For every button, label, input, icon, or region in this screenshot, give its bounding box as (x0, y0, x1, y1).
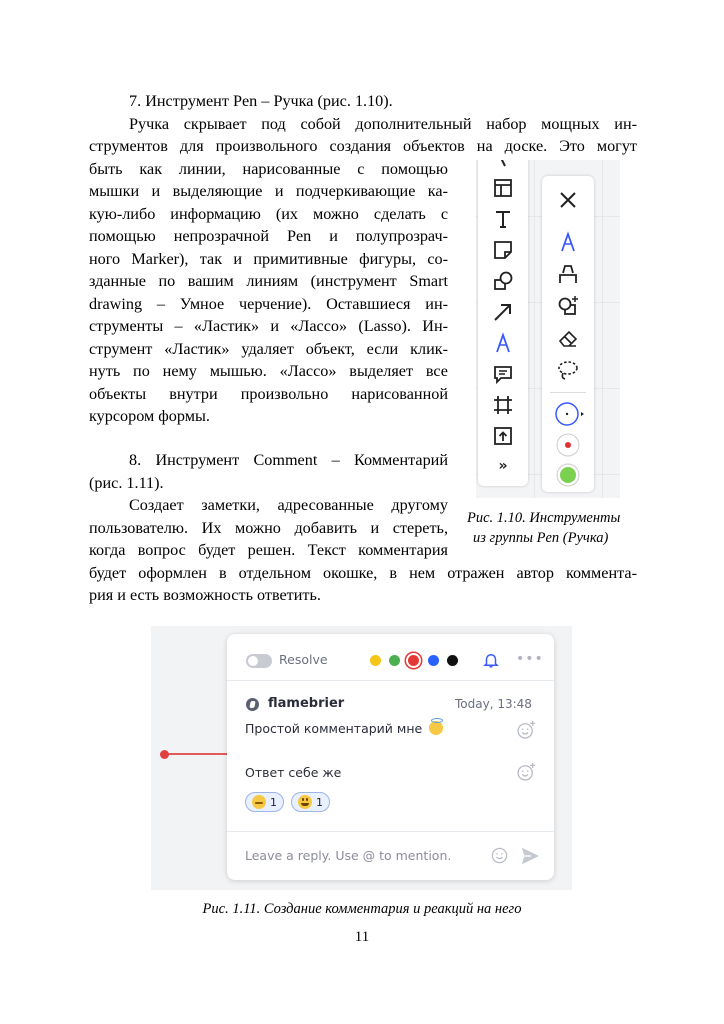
crop-icon[interactable] (478, 391, 528, 419)
paragraph-line: когда вопрос будет решен. Текст комментария (89, 541, 448, 559)
stroke-width-icon[interactable] (542, 400, 594, 428)
paragraph-line: помощью непрозрачной Pen и полупрозрач- (89, 227, 448, 245)
paragraph-line: рия и есть возможность ответить. (89, 586, 321, 604)
paragraph-line: объекты внутри произвольно нарисованной (89, 384, 448, 403)
paragraph-line: зданные по вашим линиям (инструмент Smart (89, 272, 448, 290)
comment-text: Простой комментарий мне (245, 721, 423, 736)
arrow-icon[interactable] (478, 298, 528, 326)
close-icon[interactable] (542, 186, 594, 214)
figure-1-10-toolbar-image (476, 160, 620, 498)
reply-text: Ответ себе же (245, 765, 342, 780)
reply-input[interactable]: Leave a reply. Use @ to mention. (245, 848, 452, 863)
paragraph-line: drawing – Умное черчение). Оставшиеся ин- (89, 294, 448, 313)
paragraph-line: ного Marker), так и примитивные фигуры, со- (89, 249, 448, 268)
lasso-icon[interactable] (542, 356, 594, 384)
color-blue-icon[interactable] (428, 655, 439, 666)
paragraph-line: курсором формы. (89, 407, 210, 425)
paragraph-line: Создает заметки, адресованные другому (129, 496, 448, 514)
pen-icon[interactable] (542, 228, 594, 256)
avatar (246, 698, 259, 711)
paragraph-line: быть как линии, нарисованные с помощью (89, 159, 448, 178)
comment-text-row (245, 721, 443, 736)
figure-1-11-comment-image (151, 626, 572, 890)
send-icon[interactable] (519, 845, 541, 871)
author-name[interactable]: flamebrier (268, 696, 345, 711)
toolbar-divider (550, 392, 586, 393)
shapes-icon[interactable] (478, 267, 528, 295)
text-icon[interactable] (478, 205, 528, 233)
eraser-icon[interactable] (542, 324, 594, 352)
reaction-count: 1 (270, 795, 277, 809)
reply-divider (227, 831, 554, 832)
paragraph-line: струменты – «Ластик» и «Лассо» (Lasso). Ин- (89, 317, 448, 335)
smart-drawing-icon[interactable] (542, 292, 594, 320)
paragraph-line: струмент «Ластик» удаляет объект, если клик- (89, 339, 448, 358)
section-8-heading: 8. Инструмент Comment – Комментарий (129, 451, 448, 469)
resolve-label: Resolve (279, 652, 328, 667)
figure-1-11-caption (0, 899, 724, 920)
frame-icon[interactable] (478, 174, 528, 202)
paragraph-line: струментов для произвольного создания объектов на доске. Это могут (89, 137, 637, 155)
emoji-picker-icon[interactable] (490, 846, 509, 869)
paragraph-line: нуть по нему мышью. «Лассо» выделяет все (89, 362, 448, 380)
paragraph-line: кую-либо информацию (их можно сделать с (89, 204, 448, 223)
color-red-icon[interactable] (542, 431, 594, 459)
section-8-heading-cont: (рис. 1.11). (89, 473, 164, 492)
connector-line (163, 753, 229, 755)
color-green-icon[interactable] (542, 461, 594, 489)
more-options-icon[interactable]: ••• (516, 651, 544, 667)
color-red-selected-icon[interactable] (408, 655, 419, 666)
comment-card (227, 634, 554, 880)
color-green-icon[interactable] (389, 655, 400, 666)
upload-icon[interactable] (478, 422, 528, 450)
marker-icon[interactable] (542, 260, 594, 288)
resolve-toggle[interactable] (246, 654, 272, 668)
section-7-heading: 7. Инструмент Pen – Ручка (рис. 1.10). (129, 92, 393, 110)
connector-dot (160, 750, 169, 759)
reaction-pill[interactable] (291, 792, 330, 812)
figure-1-10-caption-line1: Рис. 1.10. Инструменты (467, 510, 621, 526)
figure-1-10-caption-line2: из группы Pen (Ручка) (473, 530, 609, 546)
page-number: 11 (354, 929, 370, 945)
emoji-smile-icon (252, 795, 266, 809)
paragraph-line: Ручка скрывает под собой дополнительный набор мощных ин- (129, 114, 637, 133)
figure-1-11-caption-text: Рис. 1.11. Создание комментария и реакций на него (202, 901, 522, 917)
main-toolbar (478, 160, 528, 486)
add-reaction-icon[interactable] (516, 762, 536, 786)
paragraph-line: пользователю. Их можно добавить и стереть, (89, 518, 448, 537)
comment-icon[interactable] (478, 360, 528, 388)
reaction-count: 1 (316, 795, 323, 809)
angel-emoji-icon (429, 721, 443, 735)
more-icon[interactable] (478, 452, 528, 480)
color-yellow-icon[interactable] (370, 655, 381, 666)
reaction-pill[interactable] (245, 792, 284, 812)
pen-toolbar (542, 176, 594, 492)
sticky-note-icon[interactable] (478, 236, 528, 264)
add-reaction-icon[interactable] (516, 720, 536, 744)
paragraph-line: будет оформлен в отдельном окошке, в нем отражен автор коммента- (89, 563, 637, 582)
more-label: » (498, 458, 508, 474)
pen-icon[interactable] (478, 329, 528, 357)
paragraph-line: мышки и выделяющие и подчеркивающие ка- (89, 182, 448, 200)
bell-icon[interactable] (482, 651, 500, 673)
color-black-icon[interactable] (447, 655, 458, 666)
emoji-grin-icon (298, 795, 312, 809)
comment-timestamp: Today, 13:48 (455, 697, 532, 711)
header-divider (227, 680, 554, 681)
